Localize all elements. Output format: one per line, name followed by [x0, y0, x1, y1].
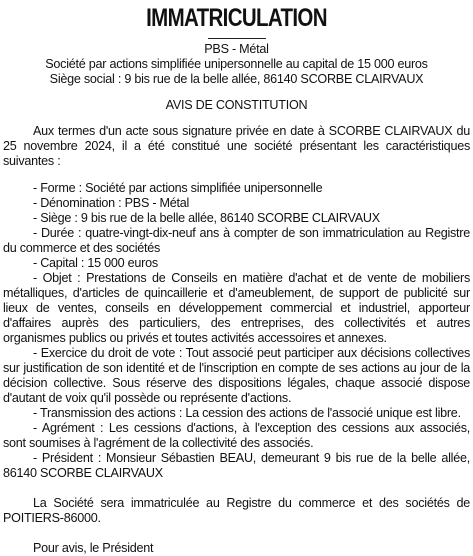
item-form: - Forme : Société par actions simplifiée unipersonnelle	[33, 181, 323, 195]
item-capital: - Capital : 15 000 euros	[33, 256, 158, 270]
notice-body	[3, 124, 470, 556]
spacer	[3, 481, 470, 496]
intro-paragraph: Aux termes d'un acte sous signature privée en date à SCORBE CLAIRVAUX du 25 novembre 2024, il a été constitué une société présentant les caractéristiques suivantes :	[3, 124, 470, 168]
item-share-transfer: - Transmission des actions : La cession des actions de l'associé unique est libre.	[33, 406, 461, 420]
item-seat: - Siège : 9 bis rue de la belle allée, 86140 SCORBE CLAIRVAUX	[33, 211, 380, 225]
item-purpose: - Objet : Prestations de Conseils en matière d'achat et de vente de mobiliers métalliques, d'articles de quincaillerie et d'ameublement, de support de publicité sur lieux de ventes, conseils en développement commercial et industriel, apporteur d'affaires auprès des particuliers, des entreprises, des collectivités et autres organismes publics ou privés et toutes activités accessoires et annexes.	[3, 271, 470, 345]
notice-type: AVIS DE CONSTITUTION	[165, 98, 308, 112]
company-name: PBS - Métal	[204, 42, 269, 56]
item-president: - Président : Monsieur Sébastien BEAU, demeurant 9 bis rue de la belle allée, 86140 SCORBE CLAIRVAUX	[3, 451, 470, 480]
headquarters: Siège social : 9 bis rue de la belle allée, 86140 SCORBE CLAIRVAUX	[49, 72, 424, 86]
item-voting-rights: - Exercice du droit de vote : Tout associé peut participer aux décisions collectives sur justification de son identité et de l'inscription en compte de ses actions au jour de la décision collective. Sous réserve des dispositions légales, chaque associé dispose d'autant de voix qu'il possède ou représente d'actions.	[3, 346, 470, 405]
item-duration: - Durée : quatre-vingt-dix-neuf ans à compter de son immatriculation au Registre du commerce et des sociétés	[3, 226, 470, 255]
spacer	[3, 526, 470, 541]
registration-paragraph: La Société sera immatriculée au Registre du commerce et des sociétés de POITIERS-86000.	[3, 496, 470, 525]
notice-title: IMMATRICULATION	[146, 4, 327, 32]
company-form: Société par actions simplifiée unipersonnelle au capital de 15 000 euros	[45, 57, 428, 71]
title-divider	[208, 38, 266, 39]
spacer	[3, 169, 470, 181]
item-denomination: - Dénomination : PBS - Métal	[33, 196, 190, 210]
item-approval: - Agrément : Les cessions d'actions, à l'exception des cessions aux associés, sont soumises à l'agrément de la collectivité des associés.	[3, 421, 470, 450]
signature: Pour avis, le Président	[33, 541, 154, 555]
